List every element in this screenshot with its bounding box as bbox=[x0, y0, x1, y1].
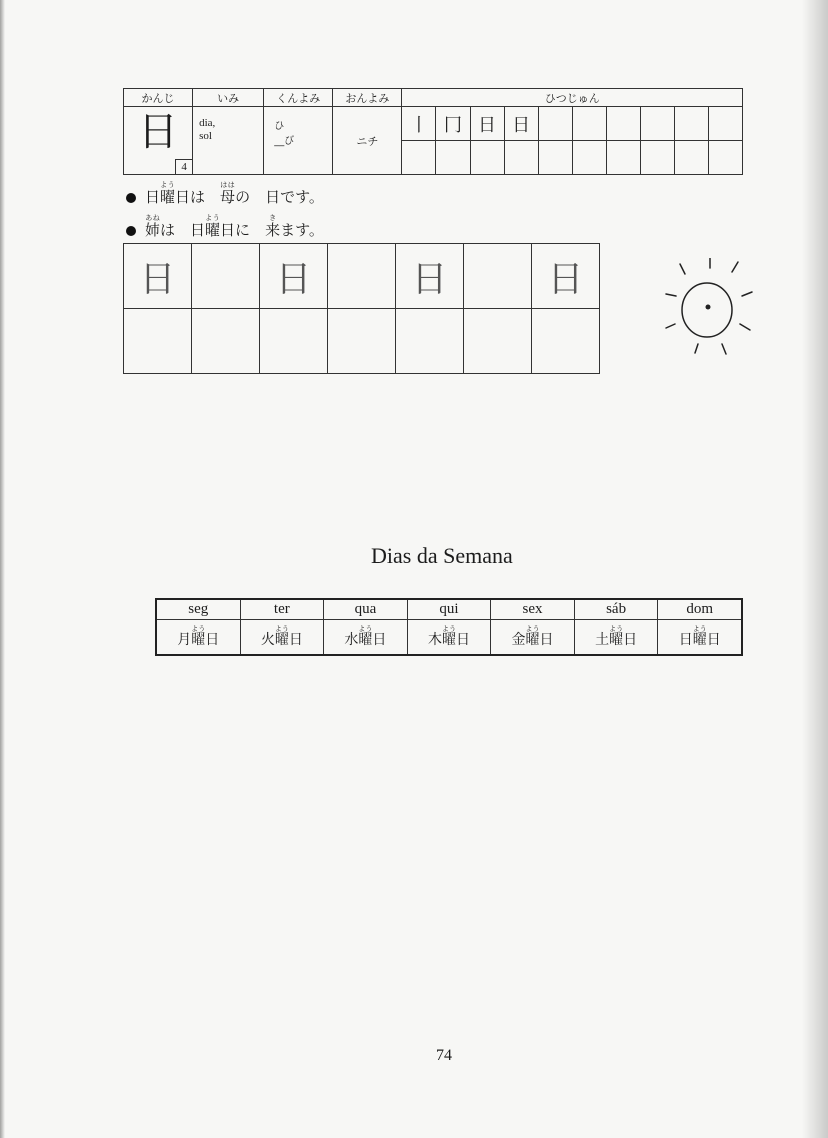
day-kanji: 水曜よう日 bbox=[324, 620, 408, 656]
day-labels-row bbox=[156, 599, 742, 620]
kanji-cell bbox=[124, 107, 193, 175]
header-kanji: かんじ bbox=[124, 89, 193, 107]
stroke-box-empty bbox=[538, 141, 572, 175]
kunyomi-line-1: ひ bbox=[274, 121, 285, 132]
practice-cell-blank bbox=[328, 309, 396, 374]
bullet-icon bbox=[126, 193, 136, 203]
furigana-word: 姉あね bbox=[145, 214, 161, 239]
stroke-box-empty bbox=[640, 141, 674, 175]
day-label: qui bbox=[407, 599, 491, 620]
sun-icon bbox=[660, 258, 755, 358]
practice-cell-blank bbox=[532, 309, 600, 374]
sentence-text: 日 bbox=[145, 188, 161, 206]
bullet-icon bbox=[126, 226, 136, 236]
sentence-text: 日は bbox=[175, 188, 221, 206]
day-kanji: 金曜よう日 bbox=[491, 620, 575, 656]
day-kanji: 日曜よう日 bbox=[658, 620, 742, 656]
day-kanji-row bbox=[156, 620, 742, 656]
stroke-step-2: 冂 bbox=[436, 107, 470, 141]
stroke-box-empty bbox=[572, 141, 606, 175]
practice-row-blank bbox=[124, 309, 600, 374]
kanji-character: 日 bbox=[138, 109, 179, 155]
practice-cell: 日 bbox=[532, 244, 600, 309]
kanji-card-header-row bbox=[124, 89, 743, 107]
day-label: dom bbox=[658, 599, 742, 620]
practice-cell-blank bbox=[124, 309, 192, 374]
stroke-step-1: 丨 bbox=[402, 107, 436, 141]
stroke-box-empty bbox=[538, 107, 572, 141]
days-of-week-table bbox=[155, 598, 743, 656]
kanji-card-row-1 bbox=[124, 107, 743, 141]
stroke-box-empty bbox=[674, 141, 708, 175]
header-onyomi: おんよみ bbox=[333, 89, 402, 107]
furigana-word: 曜よう bbox=[160, 181, 176, 206]
day-kanji: 土曜よう日 bbox=[574, 620, 658, 656]
practice-cell: 日 bbox=[260, 244, 328, 309]
stroke-box-empty bbox=[606, 107, 640, 141]
practice-cell-blank bbox=[396, 309, 464, 374]
furigana-word: 曜よう bbox=[205, 214, 221, 239]
practice-cell-blank bbox=[464, 309, 532, 374]
meaning-cell bbox=[193, 107, 264, 175]
stroke-box-empty bbox=[402, 141, 436, 175]
sentence-text: 日に bbox=[220, 221, 266, 239]
practice-cell bbox=[328, 244, 396, 309]
example-sentence-1 bbox=[126, 181, 324, 207]
example-sentence-2 bbox=[126, 214, 324, 240]
day-kanji: 火曜よう日 bbox=[240, 620, 324, 656]
stroke-box-empty bbox=[708, 107, 742, 141]
onyomi-cell: ニチ bbox=[333, 107, 402, 175]
furigana-word: 母はは bbox=[220, 181, 236, 206]
day-label: qua bbox=[324, 599, 408, 620]
page-left-edge bbox=[0, 0, 5, 1138]
practice-cell bbox=[192, 244, 260, 309]
practice-row-guide bbox=[124, 244, 600, 309]
day-label: sex bbox=[491, 599, 575, 620]
day-label: ter bbox=[240, 599, 324, 620]
practice-grid bbox=[123, 243, 600, 374]
sentence-text: は 日 bbox=[160, 221, 206, 239]
kunyomi-line-2: __び bbox=[274, 136, 295, 147]
day-kanji: 月曜よう日 bbox=[156, 620, 240, 656]
days-section-title: Dias da Semana bbox=[371, 543, 513, 568]
practice-cell: 日 bbox=[396, 244, 464, 309]
kanji-card-table bbox=[123, 88, 743, 175]
stroke-step-3: 日 bbox=[470, 107, 504, 141]
day-label: sáb bbox=[574, 599, 658, 620]
stroke-box-empty bbox=[470, 141, 504, 175]
practice-cell-blank bbox=[260, 309, 328, 374]
stroke-box-empty bbox=[708, 141, 742, 175]
furigana-word: 来き bbox=[265, 214, 281, 239]
page-spine-shadow bbox=[802, 0, 828, 1138]
stroke-box-empty bbox=[504, 141, 538, 175]
practice-cell: 日 bbox=[124, 244, 192, 309]
stroke-step-4: 日 bbox=[504, 107, 538, 141]
stroke-box-empty bbox=[640, 107, 674, 141]
day-label: seg bbox=[156, 599, 240, 620]
stroke-box-empty bbox=[606, 141, 640, 175]
header-stroke-order: ひつじゅん bbox=[402, 89, 743, 107]
kunyomi-cell bbox=[264, 107, 333, 175]
stroke-box-empty bbox=[572, 107, 606, 141]
practice-cell bbox=[464, 244, 532, 309]
page-number: 74 bbox=[436, 1047, 452, 1064]
meaning-line-1: dia, bbox=[199, 117, 216, 129]
stroke-box-empty bbox=[674, 107, 708, 141]
sentence-text: ます。 bbox=[280, 221, 324, 239]
header-kunyomi: くんよみ bbox=[264, 89, 333, 107]
stroke-count: 4 bbox=[175, 159, 192, 174]
sentence-text: の 日です。 bbox=[235, 188, 324, 206]
day-kanji: 木曜よう日 bbox=[407, 620, 491, 656]
meaning-line-2: sol bbox=[199, 130, 212, 142]
stroke-box-empty bbox=[436, 141, 470, 175]
practice-cell-blank bbox=[192, 309, 260, 374]
header-meaning: いみ bbox=[193, 89, 264, 107]
